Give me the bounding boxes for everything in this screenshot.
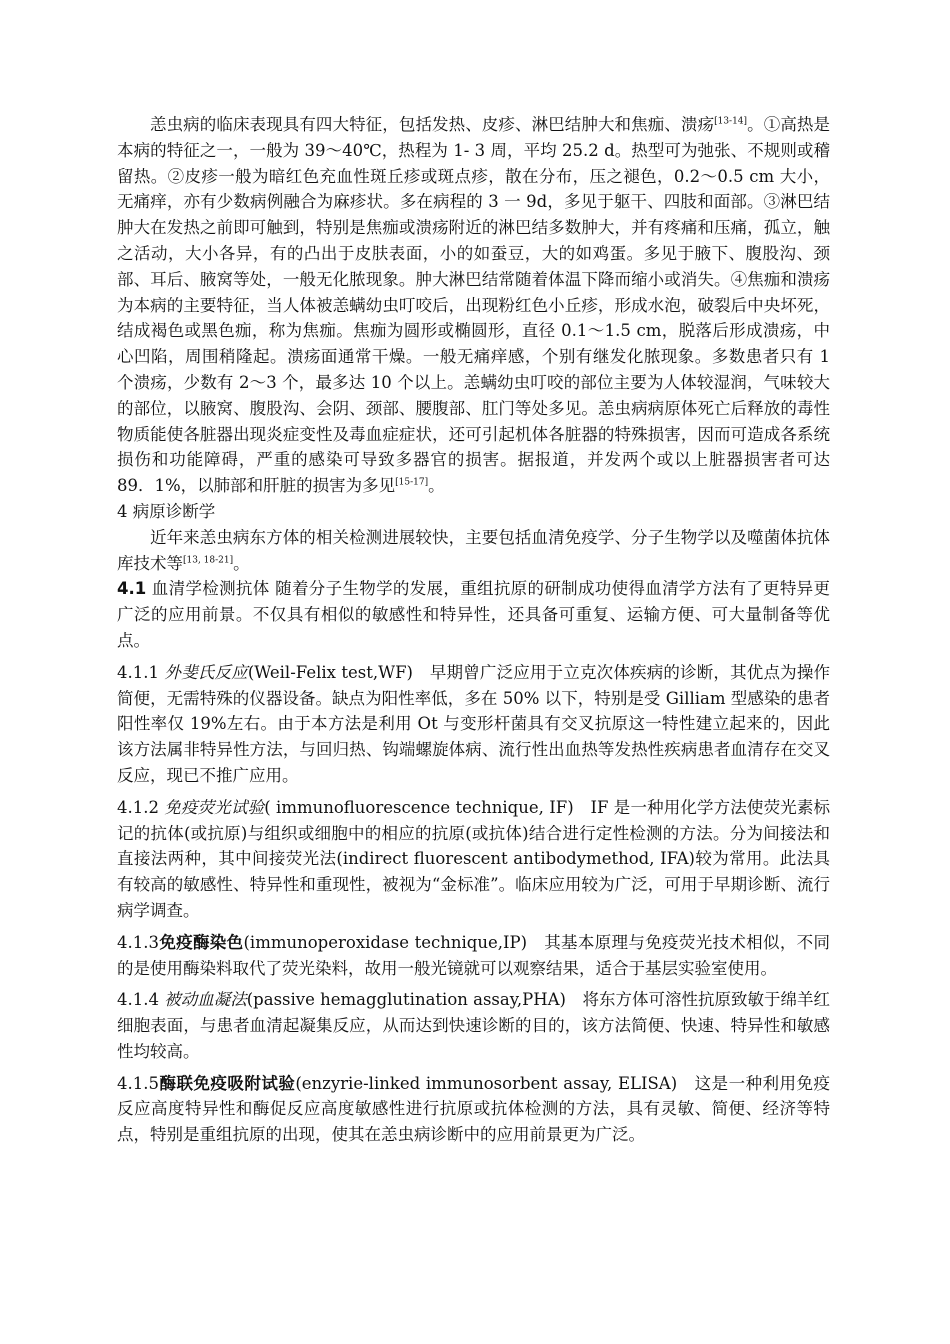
text: 早期曾广泛应用于立克次体疾病的诊断，其优点为操作简便，无需特殊的仪器设备。缺点为阳性率低，多在 50% 以下，特别是受 Gilliam 型感染的患者阳性率仅 19%左右。由于本方法是利用 Ot 与变形杆菌具有交叉抗原这一特性建立起来的，因此该方法属非特异性方法，与回归热、钩端螺旋体病、流行性出血热等发热性疾病患者血清存在交叉反应，现已不推广应用。 bbox=[117, 662, 831, 785]
text: IF 是一种用化学方法使荧光素标记的抗体(或抗原)与组织或细胞中的相应的抗原(或抗体)结合进行定性检测的方法。分为间接法和直接法两种，其中间接荧光法(indirect fluorescent antibodymethod, IFA)较为常用。此法具有较高的敏感性、特异性和重现性，被视为“金标准”。临床应用较为广泛，可用于早期诊断、流行病学调查。 bbox=[117, 797, 830, 920]
text: 。①高热是本病的特征之一，一般为 39～40℃，热程为 1- 3 周，平均 25.2 d。热型可为弛张、不规则或稽留热。②皮疹一般为暗红色充血性斑丘疹或斑点疹，散在分布，压之褪色，0.2～0.5 cm 大小，无痛痒，亦有少数病例融合为麻疹状。多在病程的 3 一 9d，多见于躯干、四肢和面部。③淋巴结肿大在发热之前即可触到，特别是焦痂或溃疡附近的淋巴结多数肿大，并有疼痛和压痛，孤立，触之活动，大小各异，有的凸出于皮肤表面，小的如蚕豆，大的如鸡蛋。多见于腋下、腹股沟、颈部、耳后、腋窝等处，一般无化脓现象。肿大淋巴结常随着体温下降而缩小或消失。④焦痂和溃疡为本病的主要特征，当人体被恙螨幼虫叮咬后，出现粉红色小丘疹，形成水泡，破裂后中央坏死，结成褐色或黑色痂，称为焦痂。焦痂为圆形或椭圆形，直径 0.1～1.5 cm，脱落后形成溃疡，中心凹陷，周围稍隆起。溃疡面通常干燥。一般无痛痒感，个别有继发化脓现象。多数患者只有 1 个溃疡，少数有 2～3 个，最多达 10 个以上。恙螨幼虫叮咬的部位主要为人体较湿润，气味较大的部位，以腋窝、腹股沟、会阴、颈部、腰腹部、肛门等处多见。恙虫病病原体死亡后释放的毒性物质能使各脏器出现炎症变性及毒血症症状，还可引起机体各脏器的特殊损害，因而可造成各系统损伤和功能障碍，严重的感染可导致多器官的损害。据报道，并发两个或以上脏器损害者可达 89．1%，以肺部和肝脏的损害为多见 bbox=[117, 115, 831, 496]
section-4-1-2 bbox=[117, 795, 830, 924]
term-english: (passive hemagglutination assay,PHA) bbox=[246, 990, 566, 1010]
section-title: 免疫酶染色 bbox=[158, 932, 244, 952]
section-title: 酶联免疫吸附试验 bbox=[158, 1073, 296, 1093]
paragraph-clinical bbox=[117, 112, 830, 499]
section-number: 4.1 bbox=[117, 579, 147, 599]
term-english: ( immunofluorescence technique, IF) bbox=[264, 797, 574, 817]
citation: [15-17] bbox=[395, 477, 429, 488]
text: 。 bbox=[428, 476, 445, 496]
text: 近年来恙虫病东方体的相关检测进展较快，主要包括血清免疫学、分子生物学以及噬菌体抗体库技术等 bbox=[117, 527, 830, 573]
section-4-1 bbox=[117, 576, 830, 653]
text: 这是一种利用免疫反应高度特异性和酶促反应高度敏感性进行抗原或抗体检测的方法，具有灵敏、简便、经济等特点，特别是重组抗原的出现，使其在恙虫病诊断中的应用前景更为广泛。 bbox=[117, 1073, 830, 1145]
text: 将东方体可溶性抗原致敏于绵羊红细胞表面，与患者血清起凝集反应，从而达到快速诊断的目的，该方法简便、快速、特异性和敏感性均较高。 bbox=[117, 990, 830, 1061]
term-english: (immunoperoxidase technique,IP) bbox=[243, 932, 528, 952]
section-number: 4.1.5 bbox=[117, 1073, 159, 1093]
section-heading-4: 4 病原诊断学 bbox=[117, 501, 216, 521]
term-english: (enzyrie-linked immunosorbent assay, ELISA) bbox=[295, 1073, 678, 1093]
section-title: 外斐氏反应 bbox=[164, 662, 248, 682]
text: 随着分子生物学的发展，重组抗原的研制成功使得血清学方法有了更特异更广泛的应用前景。不仅具有相似的敏感性和特异性，还具备可重复、运输方便、可大量制备等优点。 bbox=[117, 579, 831, 650]
section-4-1-5 bbox=[117, 1071, 830, 1148]
section-title: 被动血凝法 bbox=[164, 990, 247, 1010]
section-4-1-4 bbox=[117, 987, 830, 1064]
section-number: 4.1.4 bbox=[117, 990, 165, 1010]
document-page bbox=[117, 112, 830, 1148]
text: 其基本原理与免疫荧光技术相似，不同的是使用酶染料取代了荧光染料，故用一般光镜就可以观察结果，适合于基层实验室使用。 bbox=[117, 932, 831, 978]
section-number: 4.1.1 bbox=[117, 662, 165, 682]
text: 。 bbox=[233, 553, 250, 573]
section-title: 免疫荧光试验 bbox=[164, 797, 265, 817]
section-number: 4.1.2 bbox=[117, 797, 165, 817]
section-4-1-1 bbox=[117, 660, 830, 789]
paragraph-intro-4 bbox=[117, 525, 830, 577]
section-title: 血清学检测抗体 bbox=[146, 579, 270, 599]
section-4-1-3 bbox=[117, 930, 830, 982]
citation: [13-14] bbox=[714, 116, 748, 127]
term-english: (Weil-Felix test,WF) bbox=[247, 662, 413, 682]
text: 恙虫病的临床表现具有四大特征，包括发热、皮疹、淋巴结肿大和焦痂、溃疡 bbox=[150, 115, 715, 134]
section-number: 4.1.3 bbox=[117, 932, 159, 952]
citation: [13, 18-21] bbox=[183, 555, 234, 566]
